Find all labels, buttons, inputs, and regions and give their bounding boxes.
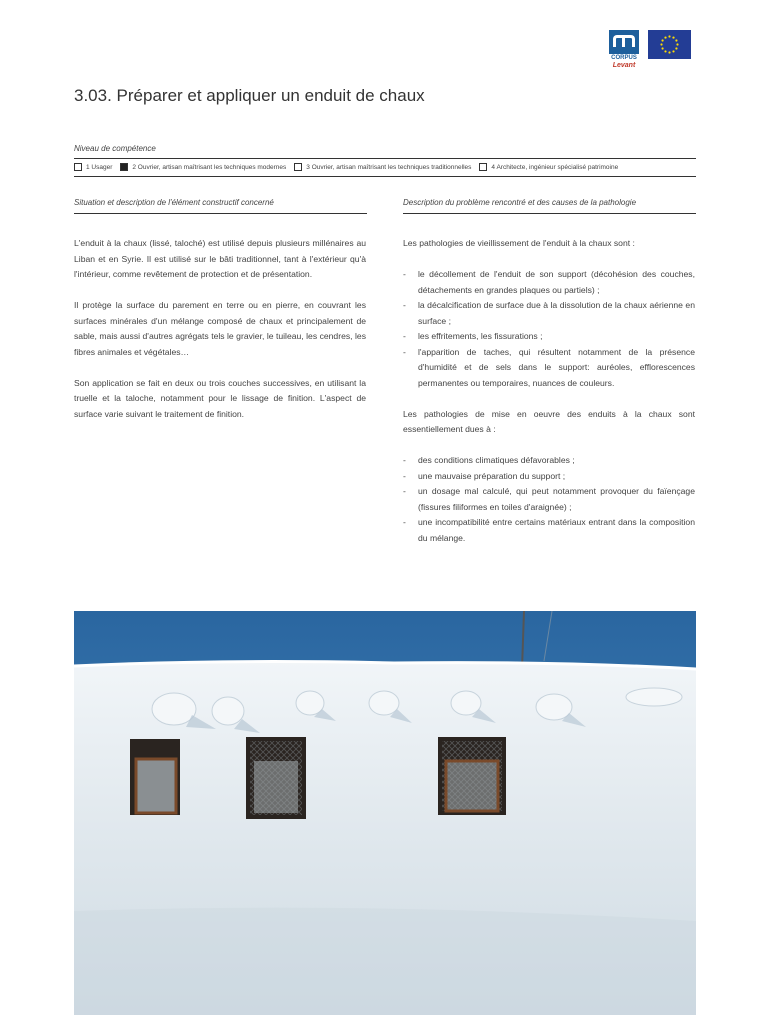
section-number: 3.03. [74, 86, 112, 105]
eu-star-icon [668, 51, 670, 53]
eu-flag-icon [648, 30, 691, 59]
eu-star-icon [676, 43, 678, 45]
pathology-list-2 [403, 453, 695, 546]
level-4-checkbox[interactable] [479, 163, 487, 171]
list-item: - les effritements, les fissurations ; [403, 329, 695, 345]
level-4-label: 4 Architecte, ingénieur spécialisé patrimoine [491, 163, 619, 171]
right-column [403, 236, 695, 562]
eu-star-icon [661, 47, 663, 49]
eu-star-icon [675, 39, 677, 41]
left-section-heading: Situation et description de l'élément constructif concerné [74, 198, 274, 207]
corpus-logo-text: CORPUS [611, 55, 637, 61]
lime-plaster-wall-photo [74, 611, 696, 1015]
level-2-checkbox[interactable] [120, 163, 128, 171]
right-section-heading: Description du problème rencontré et des causes de la pathologie [403, 198, 637, 207]
right-intro-2: Les pathologies de mise en oeuvre des enduits à la chaux sont essentiellement dues à : [403, 408, 695, 434]
level-1-label: 1 Usager [86, 163, 113, 171]
corpus-levant-logo [608, 30, 640, 72]
eu-star-icon [664, 50, 666, 52]
competence-bottom-rule [74, 176, 696, 177]
level-3[interactable] [294, 163, 471, 171]
corpus-logo-mark [609, 30, 639, 54]
level-1[interactable] [74, 163, 112, 171]
title-text: Préparer et appliquer un enduit de chaux [116, 86, 425, 105]
level-2-label: 2 Ouvrier, artisan maîtrisant les techniques modernes [132, 163, 287, 171]
list-item: - l'apparition de taches, qui résultent notamment de la présence d'humidité et de sels dans le support: auréoles, efflorescences permanentes ou temporaires, nuances de couleurs. [403, 345, 695, 392]
eu-star-icon [660, 43, 662, 45]
eu-star-icon [675, 47, 677, 49]
eu-star-icon [672, 50, 674, 52]
eu-star-icon [672, 36, 674, 38]
level-1-checkbox[interactable] [74, 163, 82, 171]
page-title [74, 86, 425, 106]
pathology-list-1 [403, 267, 695, 391]
list-item: - une mauvaise préparation du support ; [403, 469, 695, 485]
list-item: - une incompatibilité entre certains matériaux entrant dans la composition du mélange. [403, 515, 695, 546]
level-2[interactable] [120, 163, 286, 171]
right-intro-1: Les pathologies de vieillissement de l'enduit à la chaux sont : [403, 238, 635, 248]
list-item: - un dosage mal calculé, qui peut notamment provoquer du faïençage (fissures filiformes en toiles d'araignée) ; [403, 484, 695, 515]
level-3-label: 3 Ouvrier, artisan maîtrisant les techniques traditionnelles [306, 163, 472, 171]
left-paragraph-1: L'enduit à la chaux (lissé, taloché) est utilisé depuis plusieurs millénaires au Liban et en Syrie. Il est utilisé sur le bâti traditionnel, tant à l'extérieur qu'à l'intérieur, comme revêtement de protection et de présentation. [74, 238, 366, 279]
logo-area [608, 30, 691, 72]
eu-star-icon [661, 39, 663, 41]
list-item: - la décalcification de surface due à la dissolution de la chaux aérienne en surface ; [403, 298, 695, 329]
levant-logo-text: Levant [612, 62, 636, 69]
right-heading-rule [403, 213, 696, 214]
competence-levels [74, 163, 698, 171]
competence-rule [74, 158, 696, 159]
left-paragraph-3: Son application se fait en deux ou trois couches successives, en utilisant la truelle et la taloche, notamment pour le lissage de finition. L'aspect de surface varie suivant le traitement de finition. [74, 377, 366, 419]
left-column [74, 236, 366, 438]
left-paragraph-2: Il protège la surface du parement en terre ou en pierre, en couvrant les surfaces minérales d'un mélange composé de chaux et principalement de sable, mais aussi d'autres agrégats tels le gravier, le tuileau, les cendres, les fibres animales et végétales… [74, 300, 366, 357]
eu-star-icon [668, 35, 670, 37]
level-3-checkbox[interactable] [294, 163, 302, 171]
eu-star-icon [664, 36, 666, 38]
list-item: - le décollement de l'enduit de son support (décohésion des couches, détachements en grandes plaques ou partiels) ; [403, 267, 695, 298]
left-heading-rule [74, 213, 367, 214]
competence-label: Niveau de compétence [74, 144, 156, 153]
level-4[interactable] [479, 163, 618, 171]
list-item: - des conditions climatiques défavorables ; [403, 453, 695, 469]
